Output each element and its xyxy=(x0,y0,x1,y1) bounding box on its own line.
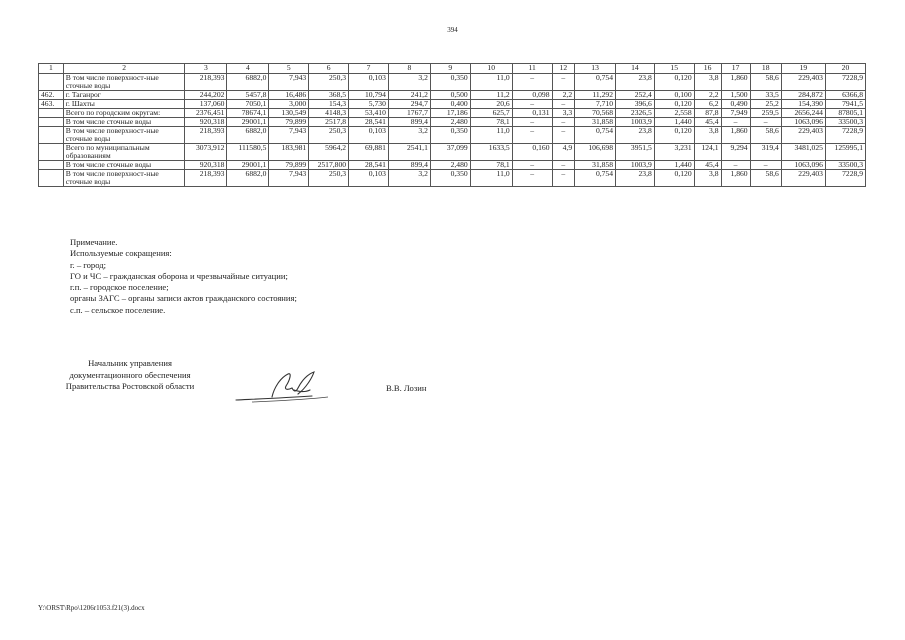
value-cell: 87,8 xyxy=(694,108,721,117)
value-cell: 3,2 xyxy=(388,74,430,91)
value-cell: 154,390 xyxy=(781,99,825,108)
value-cell: 1,440 xyxy=(654,160,694,169)
table-row xyxy=(39,126,866,143)
value-cell: 29001,1 xyxy=(227,160,269,169)
value-cell: 0,098 xyxy=(512,90,552,99)
value-cell: – xyxy=(512,160,552,169)
value-cell: 0,490 xyxy=(721,99,750,108)
value-cell: 106,698 xyxy=(575,143,616,160)
value-cell: 5457,8 xyxy=(227,90,269,99)
value-cell: 11,2 xyxy=(470,90,512,99)
value-cell: 2,2 xyxy=(552,90,575,99)
value-cell: 3,8 xyxy=(694,74,721,91)
value-cell: 0,500 xyxy=(430,90,470,99)
value-cell: 33,5 xyxy=(750,90,781,99)
value-cell: 7,949 xyxy=(721,108,750,117)
value-cell: – xyxy=(750,117,781,126)
value-cell: 2517,8 xyxy=(309,117,349,126)
row-number-cell xyxy=(39,143,64,160)
value-cell: 0,120 xyxy=(654,126,694,143)
value-cell: – xyxy=(552,169,575,186)
value-cell: 183,981 xyxy=(269,143,309,160)
value-cell: 29001,1 xyxy=(227,117,269,126)
value-cell: 5,730 xyxy=(349,99,389,108)
value-cell: 1063,096 xyxy=(781,160,825,169)
value-cell: 79,899 xyxy=(269,117,309,126)
value-cell: 7941,5 xyxy=(825,99,865,108)
value-cell: 319,4 xyxy=(750,143,781,160)
value-cell: – xyxy=(552,99,575,108)
value-cell: 0,400 xyxy=(430,99,470,108)
value-cell: – xyxy=(512,169,552,186)
value-cell: 1633,5 xyxy=(470,143,512,160)
value-cell: 11,0 xyxy=(470,126,512,143)
note-item: с.п. – сельское поселение. xyxy=(70,304,166,315)
column-number-cell: 5 xyxy=(269,64,309,74)
signatory-title-line: документационного обеспечения xyxy=(69,369,191,380)
value-cell: 6366,8 xyxy=(825,90,865,99)
row-label-cell: В том числе поверхност-ные сточные воды xyxy=(63,74,185,91)
value-cell: 259,5 xyxy=(750,108,781,117)
signatory-title-line: Начальник управления xyxy=(88,358,172,368)
value-cell: 899,4 xyxy=(388,117,430,126)
value-cell: 0,100 xyxy=(654,90,694,99)
value-cell: 218,393 xyxy=(185,126,227,143)
data-table xyxy=(38,63,866,187)
value-cell: 28,541 xyxy=(349,160,389,169)
table-row xyxy=(39,74,866,91)
value-cell: 9,294 xyxy=(721,143,750,160)
value-cell: 1063,096 xyxy=(781,117,825,126)
signatory-title xyxy=(30,358,230,393)
column-number-cell: 15 xyxy=(654,64,694,74)
value-cell: 1003,9 xyxy=(616,160,655,169)
value-cell: – xyxy=(721,117,750,126)
value-cell: 368,5 xyxy=(309,90,349,99)
value-cell: 58,6 xyxy=(750,74,781,91)
value-cell: 241,2 xyxy=(388,90,430,99)
value-cell: 11,292 xyxy=(575,90,616,99)
value-cell: 6,2 xyxy=(694,99,721,108)
value-cell: 3481,025 xyxy=(781,143,825,160)
value-cell: 7228,9 xyxy=(825,126,865,143)
value-cell: 6882,0 xyxy=(227,74,269,91)
value-cell: 0,103 xyxy=(349,126,389,143)
value-cell: 23,8 xyxy=(616,74,655,91)
value-cell: 3,8 xyxy=(694,126,721,143)
value-cell: 625,7 xyxy=(470,108,512,117)
value-cell: 45,4 xyxy=(694,160,721,169)
value-cell: 0,350 xyxy=(430,126,470,143)
table-row xyxy=(39,143,866,160)
value-cell: 0,754 xyxy=(575,74,616,91)
column-number-cell: 12 xyxy=(552,64,575,74)
table-row xyxy=(39,108,866,117)
value-cell: 4148,3 xyxy=(309,108,349,117)
value-cell: 5964,2 xyxy=(309,143,349,160)
value-cell: 6882,0 xyxy=(227,126,269,143)
value-cell: 87805,1 xyxy=(825,108,865,117)
column-number-cell: 20 xyxy=(825,64,865,74)
value-cell: 396,6 xyxy=(616,99,655,108)
column-number-cell: 14 xyxy=(616,64,655,74)
value-cell: 37,099 xyxy=(430,143,470,160)
value-cell: 920,318 xyxy=(185,117,227,126)
row-label-cell: г. Таганрог xyxy=(63,90,185,99)
row-label-cell: В том числе поверхност-ные сточные воды xyxy=(63,169,185,186)
value-cell: 2376,451 xyxy=(185,108,227,117)
value-cell: 111580,5 xyxy=(227,143,269,160)
note-intro: Используемые сокращения: xyxy=(70,248,172,259)
value-cell: 7,943 xyxy=(269,74,309,91)
value-cell: 0,350 xyxy=(430,74,470,91)
value-cell: 2,480 xyxy=(430,117,470,126)
column-number-cell: 10 xyxy=(470,64,512,74)
value-cell: 58,6 xyxy=(750,126,781,143)
table-header-row xyxy=(39,64,866,74)
value-cell: 78,1 xyxy=(470,117,512,126)
value-cell: 31,858 xyxy=(575,160,616,169)
value-cell: 3,000 xyxy=(269,99,309,108)
value-cell: 78674,1 xyxy=(227,108,269,117)
column-number-cell: 17 xyxy=(721,64,750,74)
row-label-cell: В том числе поверхност-ные сточные воды xyxy=(63,126,185,143)
value-cell: 137,060 xyxy=(185,99,227,108)
value-cell: 23,8 xyxy=(616,126,655,143)
value-cell: 0,754 xyxy=(575,169,616,186)
handwritten-signature xyxy=(232,366,342,411)
row-number-cell: 462. xyxy=(39,90,64,99)
value-cell: 284,872 xyxy=(781,90,825,99)
value-cell: 154,3 xyxy=(309,99,349,108)
value-cell: 250,3 xyxy=(309,169,349,186)
value-cell: – xyxy=(721,160,750,169)
value-cell: 7228,9 xyxy=(825,74,865,91)
value-cell: 70,568 xyxy=(575,108,616,117)
note-item: органы ЗАГС – органы записи актов гражданского состояния; xyxy=(70,293,297,304)
value-cell: 1,860 xyxy=(721,169,750,186)
value-cell: 28,541 xyxy=(349,117,389,126)
column-number-cell: 11 xyxy=(512,64,552,74)
note-item: ГО и ЧС – гражданская оборона и чрезвычайные ситуации; xyxy=(70,270,288,281)
value-cell: 0,350 xyxy=(430,169,470,186)
row-number-cell xyxy=(39,108,64,117)
row-label-cell: Всего по муниципальным образованиям xyxy=(63,143,185,160)
file-path: Y:\ORST\Rpo\1206r1053.f21(3).docx xyxy=(38,604,145,612)
value-cell: 7,943 xyxy=(269,126,309,143)
column-number-cell: 13 xyxy=(575,64,616,74)
value-cell: 16,486 xyxy=(269,90,309,99)
column-number-cell: 3 xyxy=(185,64,227,74)
value-cell: 10,794 xyxy=(349,90,389,99)
column-number-cell: 18 xyxy=(750,64,781,74)
value-cell: 1003,9 xyxy=(616,117,655,126)
value-cell: – xyxy=(552,160,575,169)
column-number-cell: 1 xyxy=(39,64,64,74)
value-cell: – xyxy=(512,126,552,143)
value-cell: 23,8 xyxy=(616,169,655,186)
signatory-name: В.В. Лозин xyxy=(386,383,427,393)
value-cell: 0,103 xyxy=(349,169,389,186)
value-cell: – xyxy=(512,99,552,108)
note-item: г. – город; xyxy=(70,259,107,270)
value-cell: 0,120 xyxy=(654,169,694,186)
row-number-cell xyxy=(39,126,64,143)
value-cell: 250,3 xyxy=(309,126,349,143)
signatory-title-line: Правительства Ростовской области xyxy=(65,381,195,391)
value-cell: 252,4 xyxy=(616,90,655,99)
table-row xyxy=(39,90,866,99)
row-number-cell xyxy=(39,160,64,169)
value-cell: 3951,5 xyxy=(616,143,655,160)
value-cell: 45,4 xyxy=(694,117,721,126)
value-cell: 1,860 xyxy=(721,74,750,91)
value-cell: – xyxy=(552,74,575,91)
value-cell: – xyxy=(552,126,575,143)
value-cell: 920,318 xyxy=(185,160,227,169)
value-cell: 2517,800 xyxy=(309,160,349,169)
value-cell: 229,403 xyxy=(781,126,825,143)
value-cell: – xyxy=(512,74,552,91)
value-cell: 3,2 xyxy=(388,126,430,143)
value-cell: 53,410 xyxy=(349,108,389,117)
value-cell: 3073,912 xyxy=(185,143,227,160)
row-number-cell xyxy=(39,74,64,91)
value-cell: 218,393 xyxy=(185,169,227,186)
value-cell: 3,231 xyxy=(654,143,694,160)
value-cell: 4,9 xyxy=(552,143,575,160)
column-number-cell: 9 xyxy=(430,64,470,74)
table-row xyxy=(39,117,866,126)
row-number-cell xyxy=(39,169,64,186)
value-cell: 2656,244 xyxy=(781,108,825,117)
column-number-cell: 7 xyxy=(349,64,389,74)
value-cell: 125995,1 xyxy=(825,143,865,160)
value-cell: 2541,1 xyxy=(388,143,430,160)
value-cell: 1767,7 xyxy=(388,108,430,117)
value-cell: 3,2 xyxy=(388,169,430,186)
table-row xyxy=(39,160,866,169)
value-cell: 79,899 xyxy=(269,160,309,169)
column-number-cell: 8 xyxy=(388,64,430,74)
value-cell: 2,2 xyxy=(694,90,721,99)
table-row xyxy=(39,99,866,108)
value-cell: 3,3 xyxy=(552,108,575,117)
value-cell: 0,120 xyxy=(654,99,694,108)
row-label-cell: В том числе сточные воды xyxy=(63,160,185,169)
value-cell: 3,8 xyxy=(694,169,721,186)
value-cell: 58,6 xyxy=(750,169,781,186)
value-cell: 250,3 xyxy=(309,74,349,91)
value-cell: 11,0 xyxy=(470,74,512,91)
value-cell: 0,120 xyxy=(654,74,694,91)
table-row xyxy=(39,169,866,186)
value-cell: – xyxy=(512,117,552,126)
value-cell: 20,6 xyxy=(470,99,512,108)
value-cell: 1,860 xyxy=(721,126,750,143)
value-cell: 0,160 xyxy=(512,143,552,160)
value-cell: 244,202 xyxy=(185,90,227,99)
value-cell: 33500,3 xyxy=(825,160,865,169)
value-cell: 31,858 xyxy=(575,117,616,126)
value-cell: 218,393 xyxy=(185,74,227,91)
note-title: Примечание. xyxy=(70,237,118,247)
column-number-cell: 2 xyxy=(63,64,185,74)
value-cell: 0,131 xyxy=(512,108,552,117)
value-cell: 294,7 xyxy=(388,99,430,108)
value-cell: 124,1 xyxy=(694,143,721,160)
value-cell: 0,103 xyxy=(349,74,389,91)
value-cell: 229,403 xyxy=(781,169,825,186)
column-number-cell: 16 xyxy=(694,64,721,74)
value-cell: – xyxy=(552,117,575,126)
column-number-cell: 19 xyxy=(781,64,825,74)
column-number-cell: 6 xyxy=(309,64,349,74)
value-cell: 0,754 xyxy=(575,126,616,143)
value-cell: 7228,9 xyxy=(825,169,865,186)
value-cell: 25,2 xyxy=(750,99,781,108)
note-item: г.п. – городское поселение; xyxy=(70,282,169,293)
value-cell: 1,500 xyxy=(721,90,750,99)
value-cell: 6882,0 xyxy=(227,169,269,186)
row-label-cell: г. Шахты xyxy=(63,99,185,108)
value-cell: 17,186 xyxy=(430,108,470,117)
value-cell: 7050,1 xyxy=(227,99,269,108)
row-label-cell: Всего по городским округам: xyxy=(63,108,185,117)
row-number-cell: 463. xyxy=(39,99,64,108)
value-cell: – xyxy=(750,160,781,169)
value-cell: 7,943 xyxy=(269,169,309,186)
value-cell: 2326,5 xyxy=(616,108,655,117)
value-cell: 78,1 xyxy=(470,160,512,169)
value-cell: 229,403 xyxy=(781,74,825,91)
row-label-cell: В том числе сточные воды xyxy=(63,117,185,126)
column-number-cell: 4 xyxy=(227,64,269,74)
page-number: 394 xyxy=(447,26,458,34)
value-cell: 33500,3 xyxy=(825,117,865,126)
abbreviations-note xyxy=(70,237,297,316)
value-cell: 130,549 xyxy=(269,108,309,117)
value-cell: 69,881 xyxy=(349,143,389,160)
value-cell: 7,710 xyxy=(575,99,616,108)
row-number-cell xyxy=(39,117,64,126)
value-cell: 1,440 xyxy=(654,117,694,126)
value-cell: 11,0 xyxy=(470,169,512,186)
value-cell: 2,558 xyxy=(654,108,694,117)
value-cell: 2,480 xyxy=(430,160,470,169)
value-cell: 899,4 xyxy=(388,160,430,169)
